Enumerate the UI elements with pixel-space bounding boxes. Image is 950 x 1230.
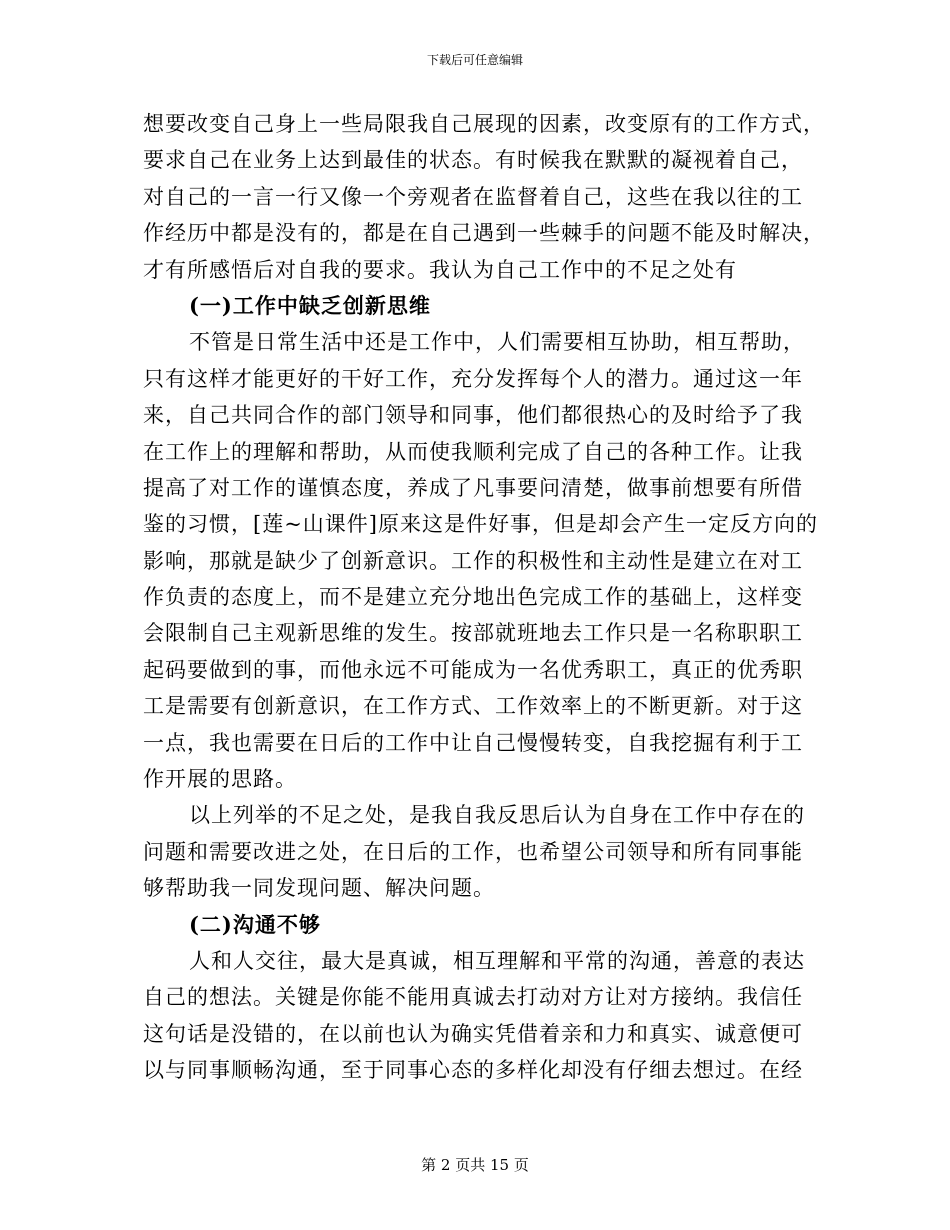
text-line: 想要改变自己身上一些局限我自己展现的因素，改变原有的工作方式， xyxy=(143,112,825,136)
text-line: 对自己的一言一行又像一个旁观者在监督着自己，这些在我以往的工 xyxy=(143,184,803,209)
text-line: 作负责的态度上，而不是建立充分地出色完成工作的基础上，这样变 xyxy=(143,585,803,610)
text-line: 要求自己在业务上达到最佳的状态。有时候我在默默的凝视着自己， xyxy=(143,148,803,173)
section-heading-1: (一)工作中缺乏创新思维 xyxy=(189,292,431,318)
text-line: 自己的想法。关键是你能不能用真诚去打动对方让对方接纳。我信任 xyxy=(143,985,803,1010)
text-line: 会限制自己主观新思维的发生。按部就班地去工作只是一名称职职工 xyxy=(143,621,803,646)
text-line: 鉴的习惯，[莲~山课件]原来这是件好事，但是却会产生一定反方向的 xyxy=(143,512,818,537)
text-line: 这句话是没错的，在以前也认为确实凭借着亲和力和真实、诚意便可 xyxy=(143,1021,803,1046)
text-line: 只有这样才能更好的干好工作，充分发挥每个人的潜力。通过这一年 xyxy=(143,366,803,391)
section-heading-2: (二)沟通不够 xyxy=(189,911,321,937)
paragraph-start: 人和人交往，最大是真诚，相互理解和平常的沟通，善意的表达 xyxy=(189,948,805,973)
text-line: 作开展的思路。 xyxy=(143,767,297,792)
text-line: 工是需要有创新意识，在工作方式、工作效率上的不断更新。对于这 xyxy=(143,694,803,719)
text-line: 够帮助我一同发现问题、解决问题。 xyxy=(143,876,495,901)
text-line: 影响，那就是缺少了创新意识。工作的积极性和主动性是建立在对工 xyxy=(143,548,803,573)
text-line: 起码要做到的事，而他永远不可能成为一名优秀职工，真正的优秀职 xyxy=(143,657,803,682)
text-line: 问题和需要改进之处，在日后的工作，也希望公司领导和所有同事能 xyxy=(143,839,803,864)
page-header: 下载后可任意编辑 xyxy=(426,53,523,67)
text-line: 以与同事顺畅沟通，至于同事心态的多样化却没有仔细去想过。在经 xyxy=(143,1058,803,1083)
text-line: 来，自己共同合作的部门领导和同事，他们都很热心的及时给予了我 xyxy=(143,403,803,428)
paragraph-start: 以上列举的不足之处，是我自我反思后认为自身在工作中存在的 xyxy=(189,803,805,828)
document-body xyxy=(143,106,825,1089)
text-line: 才有所感悟后对自我的要求。我认为自己工作中的不足之处有 xyxy=(143,257,737,282)
page-number: 第 2 页共 15 页 xyxy=(421,1156,529,1174)
paragraph-start: 不管是日常生活中还是工作中，人们需要相互协助，相互帮助， xyxy=(189,330,805,355)
text-line: 在工作上的理解和帮助，从而使我顺利完成了自己的各种工作。让我 xyxy=(143,439,803,464)
text-line: 提高了对工作的谨慎态度，养成了凡事要问清楚，做事前想要有所借 xyxy=(143,475,803,500)
text-line: 一点，我也需要在日后的工作中让自己慢慢转变，自我挖掘有利于工 xyxy=(143,730,803,755)
text-line: 作经历中都是没有的，都是在自己遇到一些棘手的问题不能及时解决， xyxy=(143,221,825,246)
